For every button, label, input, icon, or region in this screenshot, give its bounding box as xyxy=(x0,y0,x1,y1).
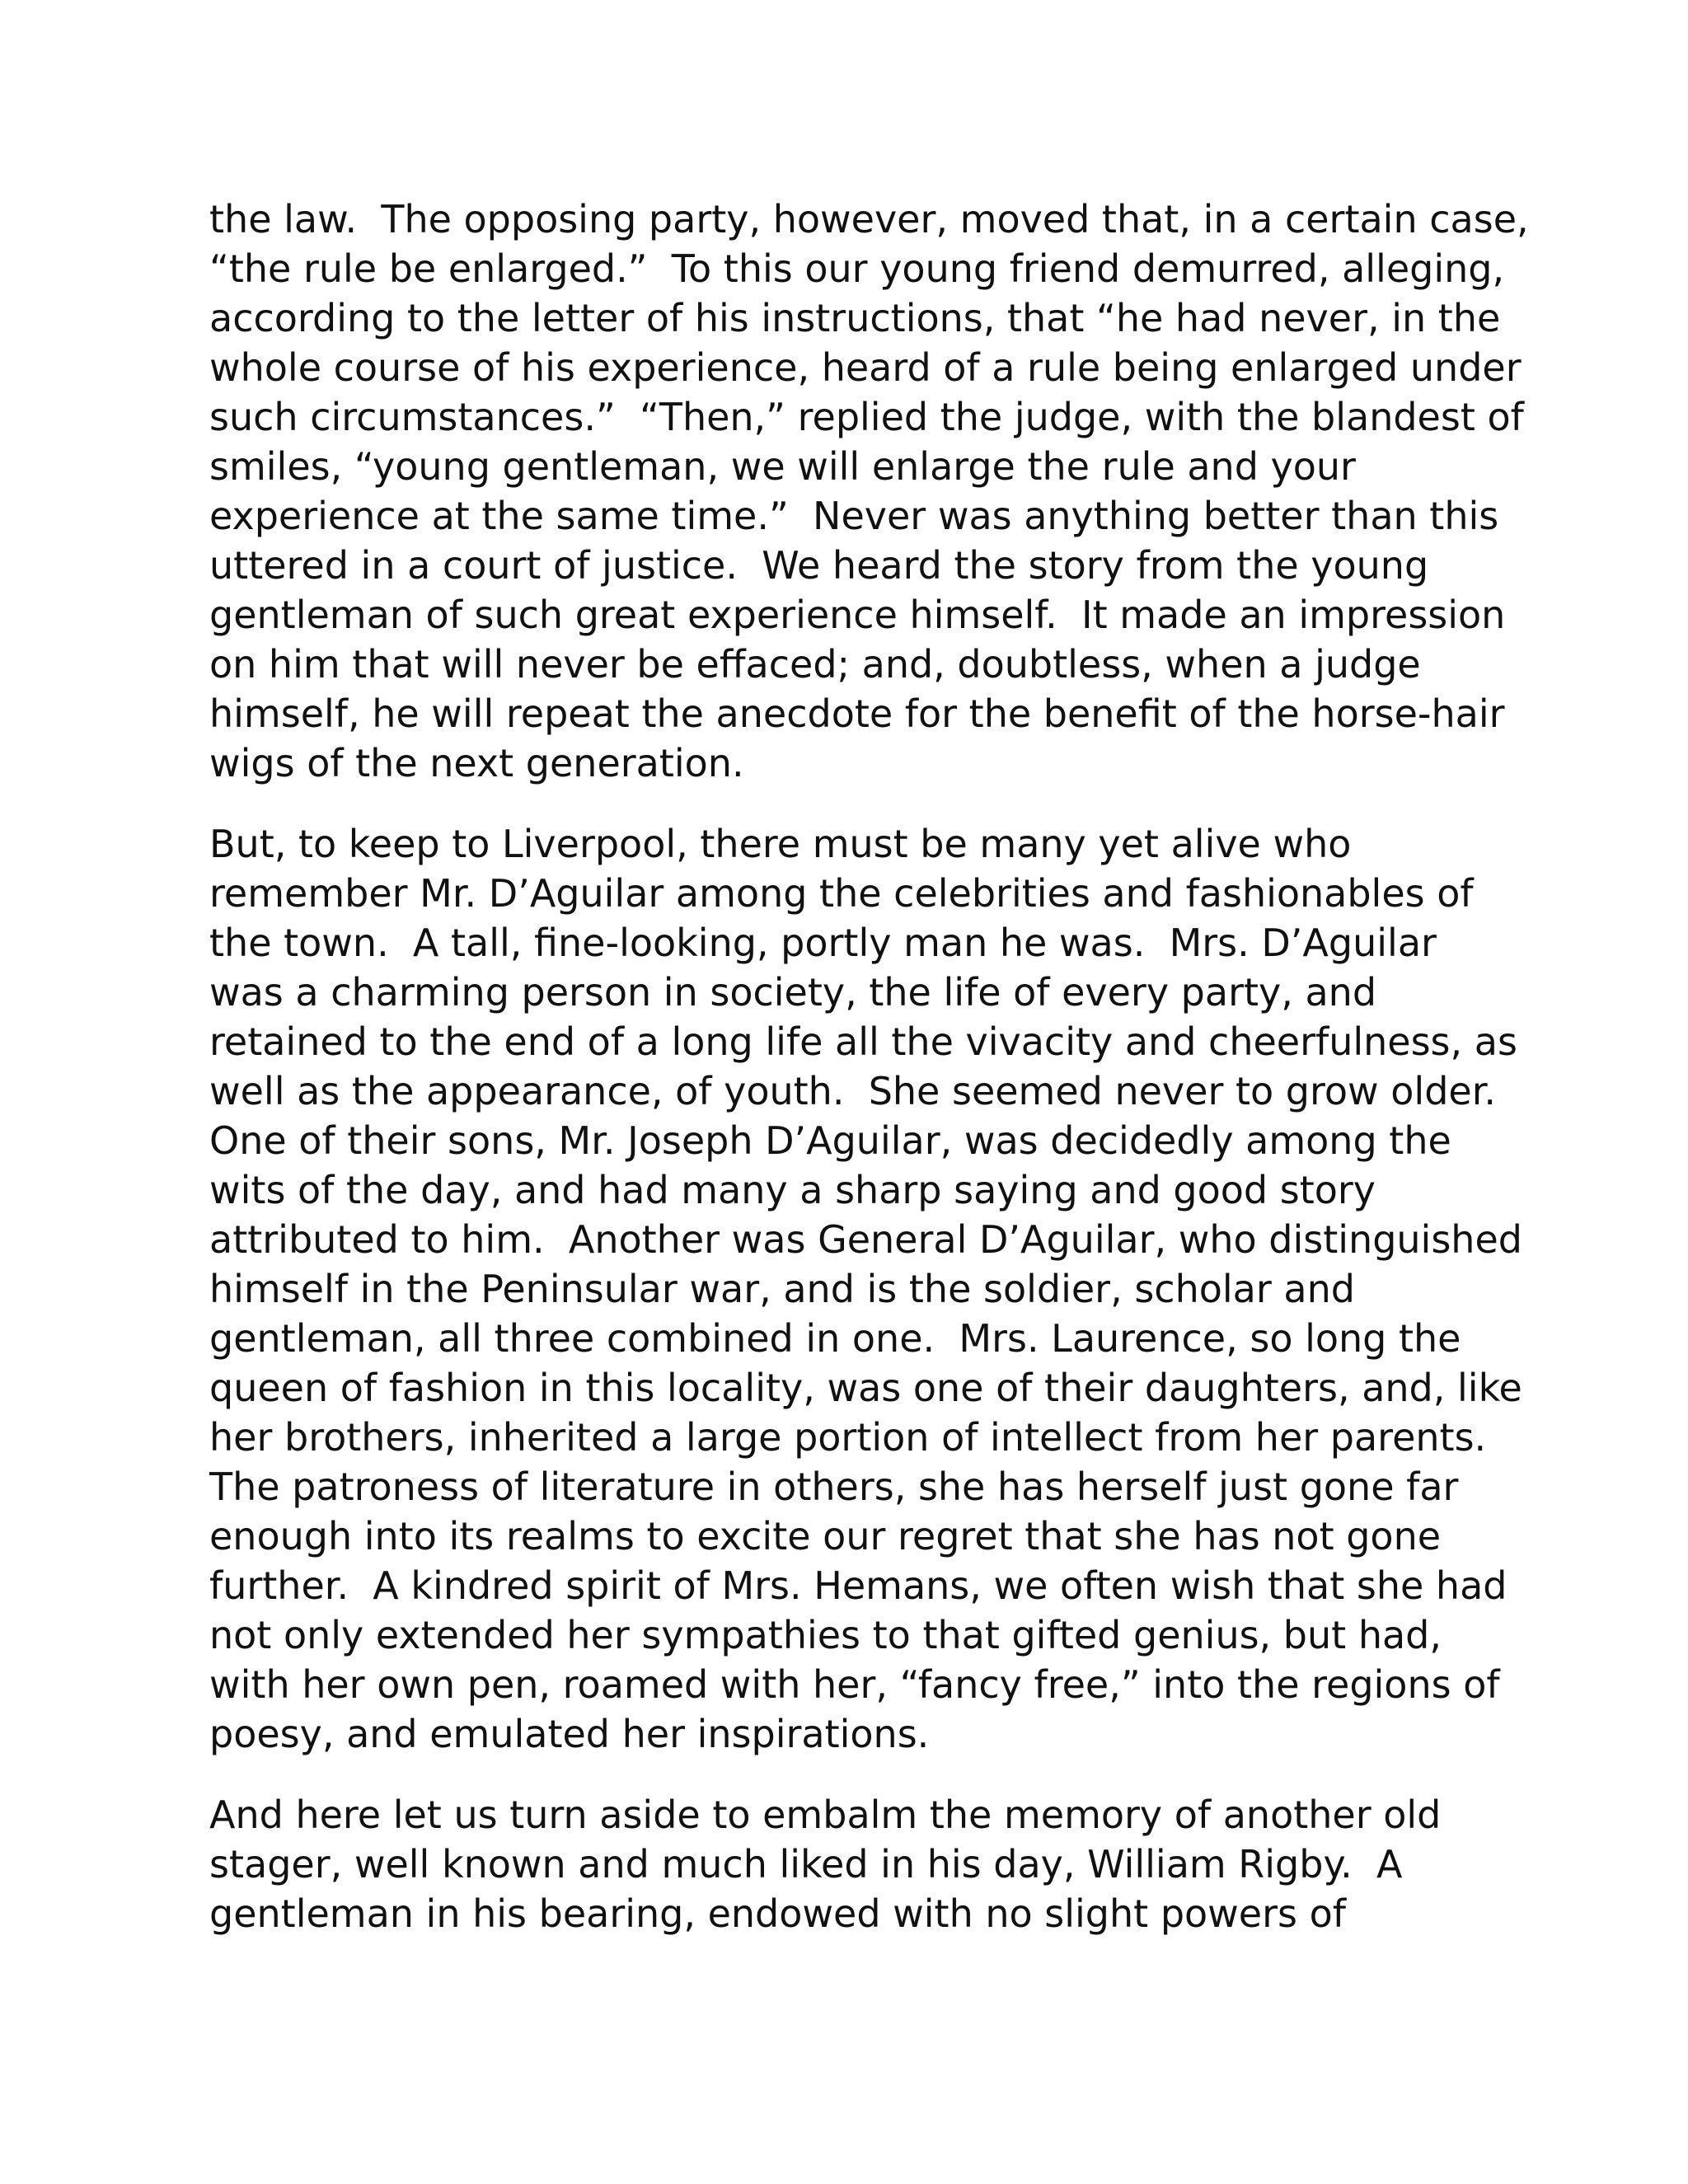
text-line: attributed to him. Another was General D’Aguilar, who distinguished xyxy=(209,1217,1522,1262)
text-line: enough into its realms to excite our regret that she has not gone xyxy=(209,1514,1442,1558)
text-line: remember Mr. D’Aguilar among the celebrities and fashionables of xyxy=(209,871,1474,916)
text-line: One of their sons, Mr. Joseph D’Aguilar, was decidedly among the xyxy=(209,1118,1451,1163)
text-line: himself, he will repeat the anecdote for the benefit of the horse-hair xyxy=(209,691,1505,736)
text-line: with her own pen, roamed with her, “fancy free,” into the regions of xyxy=(209,1662,1500,1707)
text-line: further. A kindred spirit of Mrs. Hemans, we often wish that she had xyxy=(209,1563,1507,1608)
text-line: himself in the Peninsular war, and is the soldier, scholar and xyxy=(209,1267,1355,1311)
text-line: the town. A tall, fine-looking, portly man he was. Mrs. D’Aguilar xyxy=(209,921,1437,965)
text-line: stager, well known and much liked in his day, William Rigby. A xyxy=(209,1842,1403,1886)
text-line: And here let us turn aside to embalm the memory of another old xyxy=(209,1793,1442,1837)
text-line: retained to the end of a long life all the vivacity and cheerfulness, as xyxy=(209,1019,1517,1064)
text-line: But, to keep to Liverpool, there must be many yet alive who xyxy=(209,822,1352,866)
text-line: according to the letter of his instructions, that “he had never, in the xyxy=(209,296,1501,340)
text-line: well as the appearance, of youth. She seemed never to grow older. xyxy=(209,1069,1497,1113)
text-line: queen of fashion in this locality, was one of their daughters, and, like xyxy=(209,1366,1522,1410)
paragraph-3 xyxy=(209,1790,1495,1938)
text-line: smiles, “young gentleman, we will enlarge the rule and your xyxy=(209,444,1356,489)
paragraph-1 xyxy=(209,194,1529,788)
text-line: was a charming person in society, the life of every party, and xyxy=(209,970,1377,1015)
text-line: her brothers, inherited a large portion of intellect from her parents. xyxy=(209,1415,1487,1460)
text-line: gentleman in his bearing, endowed with no slight powers of xyxy=(209,1891,1346,1936)
text-line: “the rule be enlarged.” To this our young friend demurred, alleging, xyxy=(209,246,1505,291)
text-line: not only extended her sympathies to that gifted genius, but had, xyxy=(209,1613,1442,1657)
document-page xyxy=(209,194,1529,1970)
text-line: gentleman of such great experience himself. It made an impression xyxy=(209,593,1506,637)
text-line: on him that will never be effaced; and, doubtless, when a judge xyxy=(209,642,1421,687)
text-line: uttered in a court of justice. We heard the story from the young xyxy=(209,543,1429,588)
text-line: The patroness of literature in others, she has herself just gone far xyxy=(209,1465,1459,1509)
text-line: experience at the same time.” Never was anything better than this xyxy=(209,494,1499,538)
text-line: such circumstances.” “Then,” replied the judge, with the blandest of xyxy=(209,395,1524,439)
text-line: whole course of his experience, heard of a rule being enlarged under xyxy=(209,345,1522,390)
text-line: wits of the day, and had many a sharp saying and good story xyxy=(209,1168,1376,1212)
text-line: the law. The opposing party, however, moved that, in a certain case, xyxy=(209,197,1529,241)
text-line: poesy, and emulated her inspirations. xyxy=(209,1712,930,1756)
text-line: wigs of the next generation. xyxy=(209,741,744,785)
paragraph-2 xyxy=(209,819,1522,1759)
text-line: gentleman, all three combined in one. Mrs. Laurence, so long the xyxy=(209,1316,1461,1361)
